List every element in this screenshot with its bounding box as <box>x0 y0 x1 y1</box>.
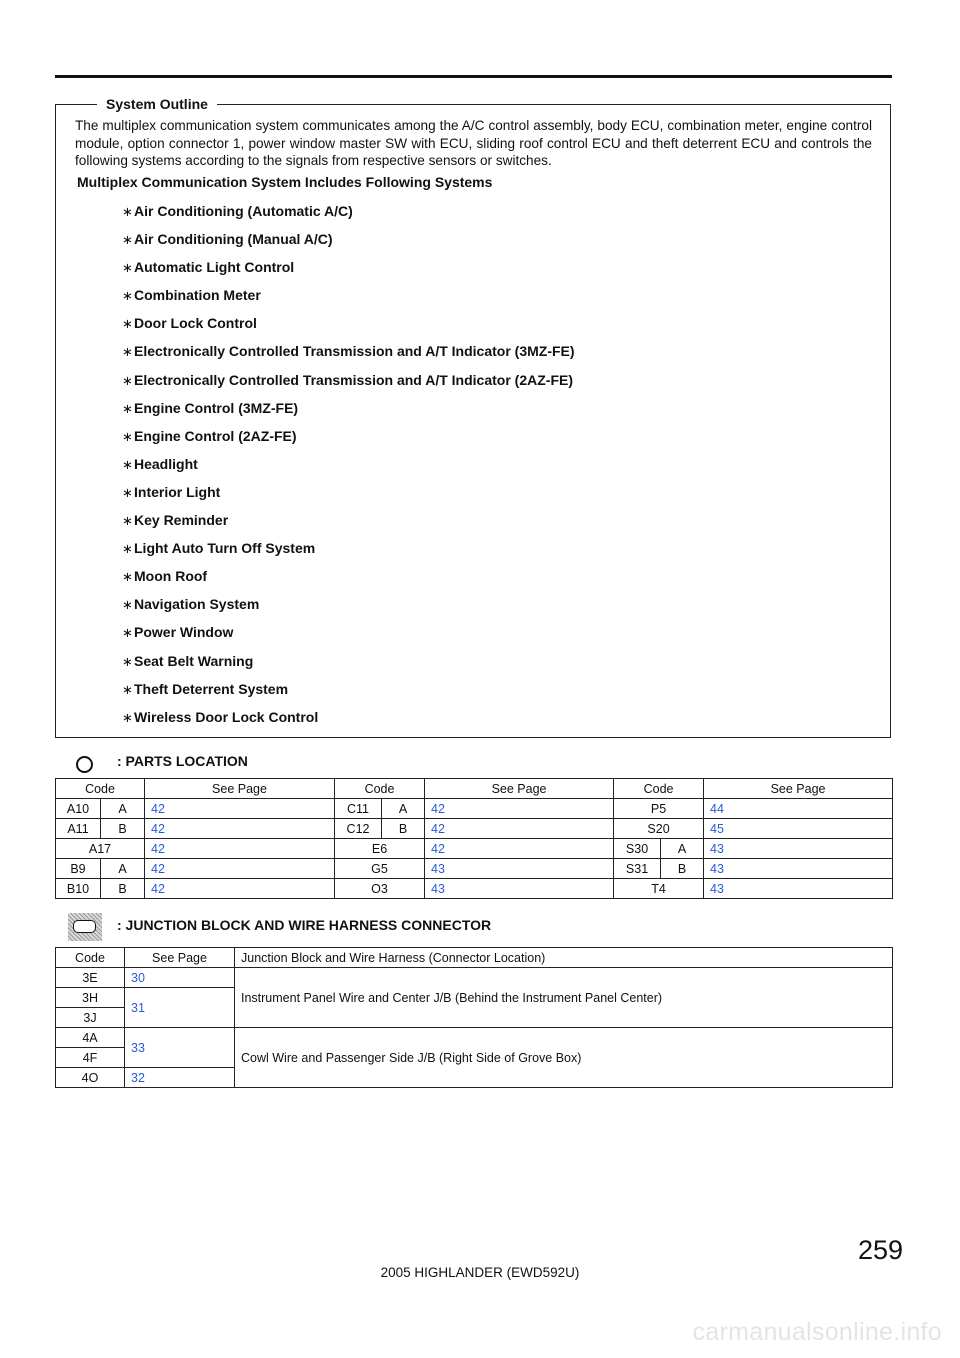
column-header: Code <box>335 779 425 799</box>
table-row <box>56 968 893 988</box>
connector-code: T4 <box>614 879 704 899</box>
bullet-icon: ∗ <box>122 569 133 585</box>
see-page-link[interactable]: 42 <box>425 819 614 839</box>
table-header-row <box>56 779 893 799</box>
watermark: carmanualsonline.info <box>692 1318 942 1346</box>
parts-location-heading: : PARTS LOCATION <box>117 753 248 769</box>
list-item <box>122 426 575 454</box>
see-page-link[interactable]: 31 <box>125 988 235 1028</box>
see-page-link[interactable]: 44 <box>704 799 893 819</box>
list-item <box>122 341 575 369</box>
column-header: Code <box>56 779 145 799</box>
column-header: Code <box>56 948 125 968</box>
connector-code: G5 <box>335 859 425 879</box>
circle-icon <box>76 756 93 773</box>
bullet-icon: ∗ <box>122 625 133 641</box>
footer-title: 2005 HIGHLANDER (EWD592U) <box>380 1265 580 1280</box>
junction-block-table <box>55 947 893 1088</box>
bullet-icon: ∗ <box>122 681 133 697</box>
connector-location: Cowl Wire and Passenger Side J/B (Right Side of Grove Box) <box>235 1028 893 1088</box>
bullet-icon: ∗ <box>122 344 133 360</box>
junction-block-icon <box>68 913 102 941</box>
see-page-link[interactable]: 42 <box>145 859 335 879</box>
jb-code: 4O <box>56 1068 125 1088</box>
list-item <box>122 651 575 679</box>
connector-code: C11 <box>335 799 382 819</box>
system-outline-intro: The multiplex communication system communicates among the A/C control assembly, body ECU, combination meter, engine control module, option connector 1, power window master SW with ECU, sliding roof control ECU and theft deterrent ECU and controls the following systems according to the signals from respective sensors or switches. <box>75 118 872 168</box>
see-page-link[interactable]: 42 <box>425 839 614 859</box>
system-item-label: Engine Control (2AZ-FE) <box>134 427 297 444</box>
connector-sub: A <box>382 799 425 819</box>
table-row <box>56 879 893 899</box>
table-header-row <box>56 948 893 968</box>
column-header: See Page <box>125 948 235 968</box>
table-row <box>56 859 893 879</box>
connector-sub: A <box>101 859 145 879</box>
junction-block-heading: : JUNCTION BLOCK AND WIRE HARNESS CONNECTOR <box>117 917 492 933</box>
table-row <box>56 819 893 839</box>
list-item <box>122 679 575 707</box>
list-item <box>122 622 575 650</box>
list-item <box>122 510 575 538</box>
system-item-label: Air Conditioning (Automatic A/C) <box>134 203 353 219</box>
see-page-link[interactable]: 42 <box>425 799 614 819</box>
table-row <box>56 1028 893 1048</box>
list-item <box>122 229 575 257</box>
see-page-link[interactable]: 32 <box>125 1068 235 1088</box>
column-header: See Page <box>145 779 335 799</box>
system-item-label: Light Auto Turn Off System <box>134 540 316 557</box>
see-page-link[interactable]: 42 <box>145 799 335 819</box>
parts-location-table <box>55 778 893 899</box>
list-item <box>122 201 575 229</box>
see-page-link[interactable]: 42 <box>145 839 335 859</box>
connector-sub: B <box>661 859 704 879</box>
connector-sub: B <box>101 819 145 839</box>
jb-code: 3E <box>56 968 125 988</box>
see-page-link[interactable]: 45 <box>704 819 893 839</box>
bullet-icon: ∗ <box>122 400 133 416</box>
connector-code: P5 <box>614 799 704 819</box>
connector-code: A11 <box>56 819 101 839</box>
system-item-label: Navigation System <box>134 596 260 613</box>
column-header: Junction Block and Wire Harness (Connector Location) <box>235 948 893 968</box>
bullet-icon: ∗ <box>122 456 133 472</box>
connector-shape <box>73 920 96 933</box>
connector-code: C12 <box>335 819 382 839</box>
system-item-label: Interior Light <box>134 483 221 500</box>
list-item <box>122 538 575 566</box>
bullet-icon: ∗ <box>122 541 133 557</box>
see-page-link[interactable]: 42 <box>145 819 335 839</box>
system-item-label: Key Reminder <box>134 512 229 529</box>
see-page-link[interactable]: 43 <box>704 879 893 899</box>
list-item <box>122 482 575 510</box>
list-item <box>122 370 575 398</box>
list-item <box>122 398 575 426</box>
connector-code: O3 <box>335 879 425 899</box>
see-page-link[interactable]: 43 <box>425 859 614 879</box>
list-item <box>122 707 575 735</box>
list-item <box>122 594 575 622</box>
jb-code: 3H <box>56 988 125 1008</box>
list-item <box>122 285 575 313</box>
see-page-link[interactable]: 42 <box>145 879 335 899</box>
connector-code: S20 <box>614 819 704 839</box>
bullet-icon: ∗ <box>122 597 133 613</box>
system-item-label: Theft Deterrent System <box>134 680 289 697</box>
list-item <box>122 454 575 482</box>
bullet-icon: ∗ <box>122 484 133 500</box>
connector-sub: A <box>661 839 704 859</box>
jb-code: 4F <box>56 1048 125 1068</box>
top-rule <box>55 75 892 78</box>
list-item <box>122 566 575 594</box>
connector-sub: B <box>382 819 425 839</box>
list-item <box>122 257 575 285</box>
systems-list <box>122 201 575 735</box>
system-item-label: Door Lock Control <box>134 315 257 332</box>
includes-heading: Multiplex Communication System Includes Following Systems <box>77 174 493 190</box>
bullet-icon: ∗ <box>122 372 133 388</box>
column-header: Code <box>614 779 704 799</box>
system-item-label: Wireless Door Lock Control <box>134 708 319 725</box>
table-row <box>56 839 893 859</box>
column-header: See Page <box>704 779 893 799</box>
system-item-label: Air Conditioning (Manual A/C) <box>134 231 333 248</box>
connector-sub: B <box>101 879 145 899</box>
system-item-label: Seat Belt Warning <box>134 652 254 669</box>
bullet-icon: ∗ <box>122 260 133 276</box>
system-item-label: Power Window <box>134 624 234 641</box>
bullet-icon: ∗ <box>122 316 133 332</box>
system-item-label: Automatic Light Control <box>134 259 295 276</box>
column-header: See Page <box>425 779 614 799</box>
system-item-label: Electronically Controlled Transmission and A/T Indicator (3MZ-FE) <box>134 343 575 360</box>
bullet-icon: ∗ <box>122 232 133 248</box>
system-item-label: Combination Meter <box>134 287 261 304</box>
connector-code: S31 <box>614 859 661 879</box>
bullet-icon: ∗ <box>122 428 133 444</box>
connector-code: A10 <box>56 799 101 819</box>
see-page-link[interactable]: 43 <box>704 859 893 879</box>
see-page-link[interactable]: 30 <box>125 968 235 988</box>
bullet-icon: ∗ <box>122 204 133 219</box>
jb-code: 4A <box>56 1028 125 1048</box>
connector-code: E6 <box>335 839 425 859</box>
bullet-icon: ∗ <box>122 288 133 304</box>
see-page-link[interactable]: 43 <box>425 879 614 899</box>
bullet-icon: ∗ <box>122 653 133 669</box>
connector-code: S30 <box>614 839 661 859</box>
system-item-label: Electronically Controlled Transmission and A/T Indicator (2AZ-FE) <box>134 371 573 388</box>
system-item-label: Moon Roof <box>134 568 208 585</box>
see-page-link[interactable]: 43 <box>704 839 893 859</box>
connector-code: A17 <box>56 839 145 859</box>
system-outline-title: System Outline <box>97 95 217 113</box>
table-row <box>56 799 893 819</box>
jb-code: 3J <box>56 1008 125 1028</box>
connector-code: B9 <box>56 859 101 879</box>
system-item-label: Headlight <box>134 455 198 472</box>
page-number: 259 <box>858 1235 904 1265</box>
bullet-icon: ∗ <box>122 709 133 725</box>
connector-sub: A <box>101 799 145 819</box>
see-page-link[interactable]: 33 <box>125 1028 235 1068</box>
system-item-label: Engine Control (3MZ-FE) <box>134 399 299 416</box>
connector-location: Instrument Panel Wire and Center J/B (Behind the Instrument Panel Center) <box>235 968 893 1028</box>
list-item <box>122 313 575 341</box>
bullet-icon: ∗ <box>122 513 133 529</box>
connector-code: B10 <box>56 879 101 899</box>
